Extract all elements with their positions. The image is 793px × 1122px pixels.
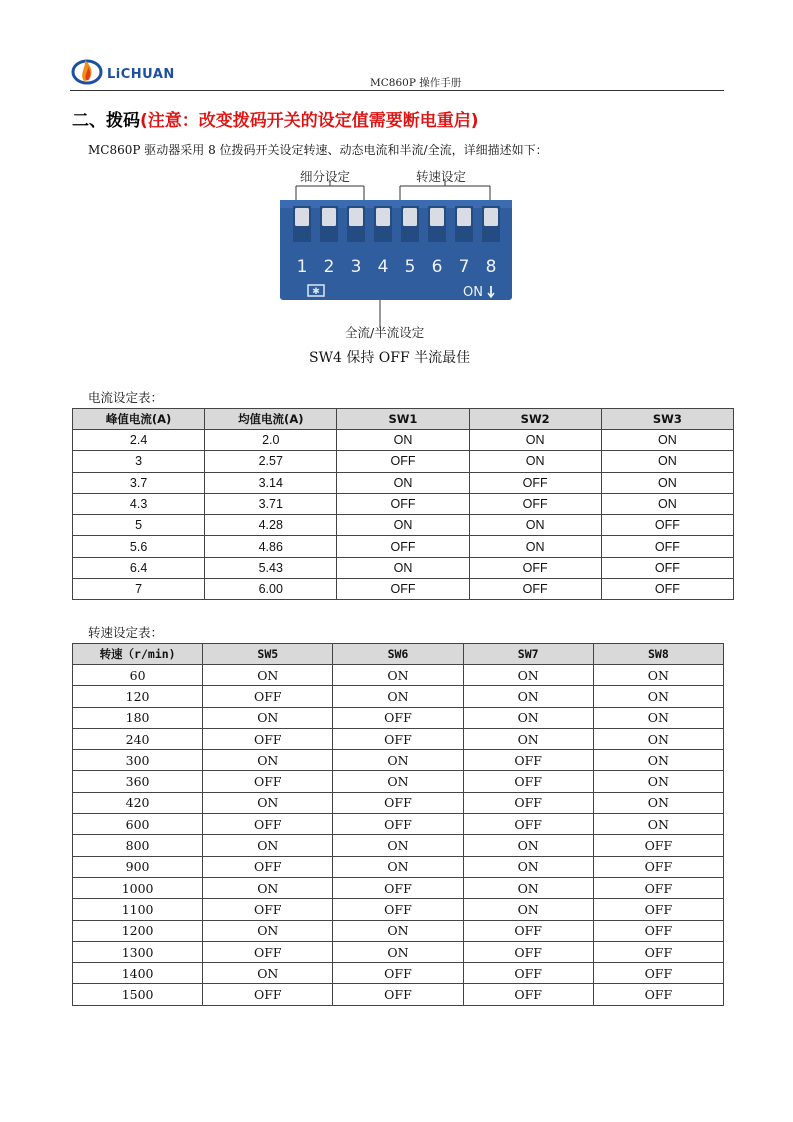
current-table-caption: 电流设定表： [88, 390, 164, 405]
table-row [73, 835, 724, 856]
full-half-current-label: 全流/半流设定 [345, 325, 425, 340]
svg-text:✱: ✱ [312, 287, 320, 297]
table-cell: ON [601, 493, 733, 514]
table-cell: ON [593, 686, 723, 707]
switch-number: 5 [404, 257, 416, 277]
table-row [73, 493, 734, 514]
table-cell: 2.57 [205, 451, 337, 472]
table-row [73, 707, 724, 728]
table-cell: 4.3 [73, 493, 205, 514]
speed-table-caption: 转速设定表： [88, 625, 164, 640]
table-cell: OFF [203, 686, 333, 707]
table-cell: OFF [203, 984, 333, 1005]
column-header: SW8 [593, 644, 723, 665]
table-cell: OFF [203, 814, 333, 835]
table-cell: OFF [203, 941, 333, 962]
table-cell: 2.4 [73, 430, 205, 451]
switch-toggle-1 [295, 208, 309, 226]
table-cell: OFF [593, 835, 723, 856]
page-header [70, 50, 724, 92]
table-cell: ON [463, 856, 593, 877]
table-row [73, 920, 724, 941]
table-cell: 6.4 [73, 557, 205, 578]
microstep-label: 细分设定 [300, 169, 351, 184]
table-cell: ON [469, 430, 601, 451]
table-cell: ON [593, 665, 723, 686]
table-cell: OFF [333, 707, 463, 728]
switch-number: 2 [323, 257, 335, 277]
table-row [73, 814, 724, 835]
table-cell: OFF [203, 728, 333, 749]
table-row [73, 430, 734, 451]
switch-number: 1 [296, 257, 308, 277]
table-cell: 2.0 [205, 430, 337, 451]
table-cell: 4.28 [205, 515, 337, 536]
logo-text: LiCHUAN [107, 67, 175, 82]
table-cell: ON [203, 750, 333, 771]
table-cell: OFF [469, 472, 601, 493]
table-cell: ON [469, 536, 601, 557]
table-cell: OFF [463, 984, 593, 1005]
switch-toggle-7 [457, 208, 471, 226]
table-cell: OFF [333, 792, 463, 813]
switch-number: 3 [350, 257, 362, 277]
table-cell: OFF [469, 557, 601, 578]
table-cell: 600 [73, 814, 203, 835]
switch-toggle-3 [349, 208, 363, 226]
table-cell: OFF [337, 536, 469, 557]
dip-switch-figure [270, 162, 530, 372]
table-cell: 3 [73, 451, 205, 472]
table-cell: OFF [601, 557, 733, 578]
table-cell: 3.7 [73, 472, 205, 493]
table-cell: ON [203, 665, 333, 686]
dip-switch-diagram [270, 162, 530, 347]
table-cell: OFF [333, 963, 463, 984]
table-cell: OFF [593, 984, 723, 1005]
table-cell: 60 [73, 665, 203, 686]
table-cell: OFF [203, 856, 333, 877]
table-cell: 900 [73, 856, 203, 877]
table-row [73, 451, 734, 472]
table-cell: ON [203, 707, 333, 728]
table-cell: OFF [593, 920, 723, 941]
table-cell: 5 [73, 515, 205, 536]
table-cell: ON [593, 814, 723, 835]
table-cell: ON [469, 515, 601, 536]
table-cell: 1500 [73, 984, 203, 1005]
column-header: SW2 [469, 409, 601, 430]
section-title [72, 106, 479, 131]
table-row [73, 579, 734, 600]
table-row [73, 728, 724, 749]
table-cell: 3.71 [205, 493, 337, 514]
table-cell: ON [593, 707, 723, 728]
table-cell: ON [601, 430, 733, 451]
column-header: SW6 [333, 644, 463, 665]
table-cell: OFF [593, 941, 723, 962]
table-cell: 1100 [73, 899, 203, 920]
table-cell: OFF [463, 963, 593, 984]
dip-caption: SW4 保持 OFF 半流最佳 [309, 350, 471, 366]
table-row [73, 984, 724, 1005]
table-cell: ON [333, 665, 463, 686]
table-cell: ON [463, 899, 593, 920]
table-cell: ON [593, 771, 723, 792]
column-header: 转速（r/min) [73, 644, 203, 665]
switch-number: 8 [485, 257, 497, 277]
table-row [73, 877, 724, 898]
table-cell: ON [333, 835, 463, 856]
switch-number: 7 [458, 257, 470, 277]
speed-settings-table [72, 643, 724, 1006]
table-cell: ON [601, 472, 733, 493]
table-row [73, 536, 734, 557]
table-cell: ON [463, 728, 593, 749]
table-cell: 240 [73, 728, 203, 749]
table-cell: ON [337, 515, 469, 536]
table-row [73, 750, 724, 771]
switch-toggle-6 [430, 208, 444, 226]
table-cell: 360 [73, 771, 203, 792]
table-cell: OFF [203, 771, 333, 792]
table-cell: 1000 [73, 877, 203, 898]
column-header: SW1 [337, 409, 469, 430]
logo-icon [70, 54, 106, 88]
table-cell: OFF [333, 877, 463, 898]
table-cell: OFF [593, 899, 723, 920]
table-cell: OFF [601, 579, 733, 600]
table-cell: 7 [73, 579, 205, 600]
table-cell: OFF [203, 899, 333, 920]
table-cell: ON [601, 451, 733, 472]
table-cell: OFF [337, 451, 469, 472]
table-row [73, 472, 734, 493]
table-cell: OFF [463, 771, 593, 792]
table-cell: ON [463, 707, 593, 728]
table-cell: OFF [469, 579, 601, 600]
table-cell: 1300 [73, 941, 203, 962]
company-logo [70, 54, 200, 88]
table-cell: ON [337, 430, 469, 451]
speed-label: 转速设定 [416, 169, 467, 184]
table-cell: OFF [333, 814, 463, 835]
bracket-lines [296, 180, 490, 200]
table-cell: 420 [73, 792, 203, 813]
table-cell: 1400 [73, 963, 203, 984]
table-cell: ON [593, 750, 723, 771]
table-row [73, 941, 724, 962]
table-cell: OFF [601, 536, 733, 557]
table-cell: OFF [337, 579, 469, 600]
table-header-row [73, 644, 724, 665]
table-cell: OFF [593, 856, 723, 877]
table-cell: ON [469, 451, 601, 472]
switch-number: 6 [431, 257, 443, 277]
switch-toggle-2 [322, 208, 336, 226]
table-cell: 3.14 [205, 472, 337, 493]
table-cell: OFF [333, 728, 463, 749]
table-row [73, 856, 724, 877]
current-settings-table [72, 408, 734, 600]
table-cell: 4.86 [205, 536, 337, 557]
table-cell: ON [203, 792, 333, 813]
intro-paragraph: MC860P 驱动器采用 8 位拨码开关设定转速、动态电流和半流/全流，详细描述如下： [88, 143, 548, 157]
table-cell: ON [203, 920, 333, 941]
table-cell: OFF [463, 750, 593, 771]
table-cell: OFF [601, 515, 733, 536]
table-cell: ON [333, 920, 463, 941]
table-row [73, 792, 724, 813]
table-cell: OFF [333, 899, 463, 920]
table-header-row [73, 409, 734, 430]
table-cell: OFF [463, 814, 593, 835]
table-cell: ON [593, 792, 723, 813]
table-cell: ON [203, 877, 333, 898]
column-header: SW7 [463, 644, 593, 665]
switch-toggle-8 [484, 208, 498, 226]
table-cell: ON [333, 856, 463, 877]
table-cell: 120 [73, 686, 203, 707]
table-cell: ON [333, 686, 463, 707]
table-cell: ON [203, 835, 333, 856]
table-cell: ON [463, 877, 593, 898]
table-cell: ON [463, 835, 593, 856]
section-warning-note: (注意：改变拨码开关的设定值需要断电重启) [140, 111, 479, 131]
table-cell: ON [463, 686, 593, 707]
section-title-text: 二、拨码 [72, 111, 140, 131]
table-cell: OFF [593, 963, 723, 984]
table-row [73, 686, 724, 707]
column-header: 峰值电流(A) [73, 409, 205, 430]
switch-number: 4 [377, 257, 389, 277]
table-row [73, 963, 724, 984]
table-cell: ON [337, 472, 469, 493]
table-cell: OFF [463, 941, 593, 962]
table-cell: OFF [469, 493, 601, 514]
table-cell: 5.43 [205, 557, 337, 578]
table-cell: ON [337, 557, 469, 578]
table-cell: OFF [337, 493, 469, 514]
table-cell: ON [593, 728, 723, 749]
column-header: 均值电流(A) [205, 409, 337, 430]
table-row [73, 899, 724, 920]
table-row [73, 771, 724, 792]
table-cell: ON [203, 963, 333, 984]
table-cell: OFF [463, 920, 593, 941]
switch-toggle-4 [376, 208, 390, 226]
column-header: SW5 [203, 644, 333, 665]
on-label: ON [463, 285, 483, 300]
table-cell: ON [333, 750, 463, 771]
table-row [73, 515, 734, 536]
table-cell: OFF [463, 792, 593, 813]
table-cell: 6.00 [205, 579, 337, 600]
table-cell: ON [463, 665, 593, 686]
table-row [73, 665, 724, 686]
column-header: SW3 [601, 409, 733, 430]
table-cell: 1200 [73, 920, 203, 941]
header-divider [70, 90, 724, 91]
table-cell: ON [333, 771, 463, 792]
table-row [73, 557, 734, 578]
table-cell: ON [333, 941, 463, 962]
switch-toggle-5 [403, 208, 417, 226]
table-cell: OFF [593, 877, 723, 898]
table-cell: 5.6 [73, 536, 205, 557]
table-cell: 800 [73, 835, 203, 856]
table-cell: 180 [73, 707, 203, 728]
document-title: MC860P 操作手册 [370, 77, 462, 89]
table-cell: OFF [333, 984, 463, 1005]
table-cell: 300 [73, 750, 203, 771]
